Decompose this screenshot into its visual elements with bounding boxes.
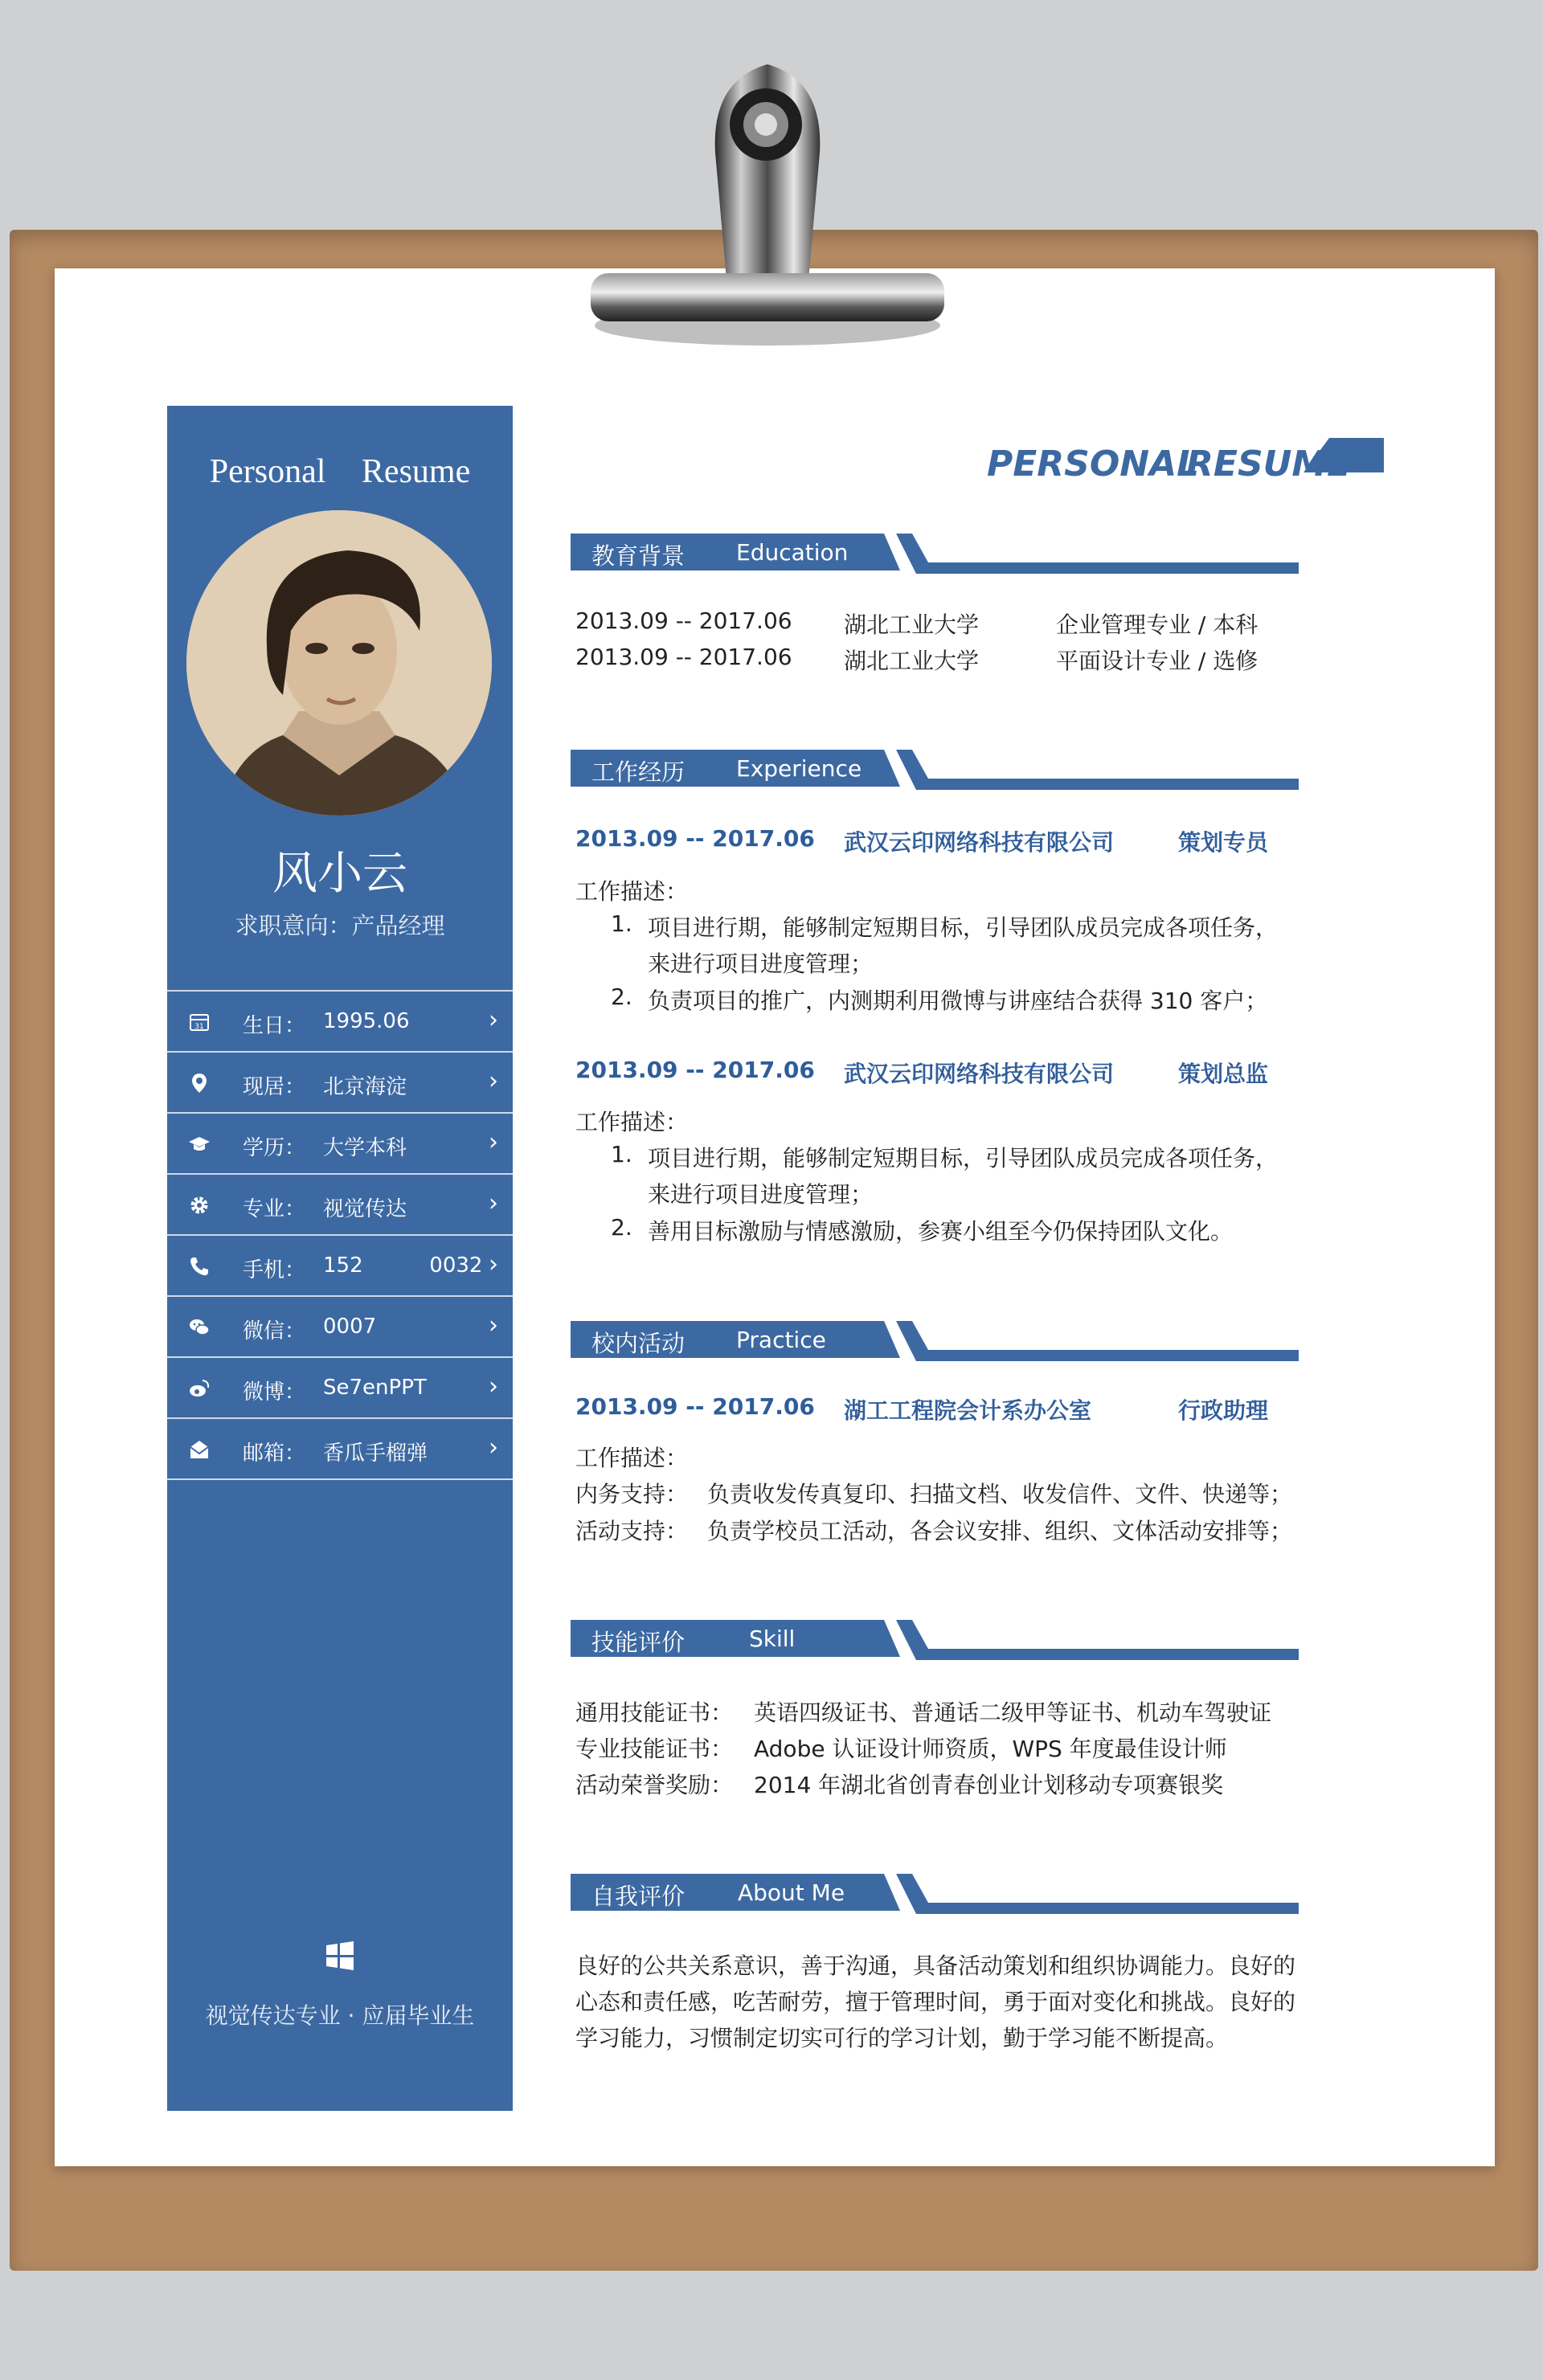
section-title-en: Education <box>736 539 849 566</box>
info-row-wechat[interactable] <box>167 1295 513 1356</box>
job-item-text: 负责项目的推广，内测期利用微博与讲座结合获得 310 客户； <box>648 988 1268 1014</box>
chevron-right-icon: › <box>489 1311 498 1339</box>
skill-label: 专业技能证书： <box>575 1736 734 1762</box>
job-role: 策划专员 <box>1178 829 1269 856</box>
section-header <box>571 1319 1299 1361</box>
info-row-birthday[interactable] <box>167 990 513 1051</box>
about-line: 学习能力，习惯制定切实可行的学习计划，勤于学习能不断提高。 <box>575 2025 1229 2051</box>
banner-text-resume: RESUME <box>1186 444 1352 485</box>
section-title-cn: 校内活动 <box>591 1330 686 1357</box>
edu-date: 2013.09 -- 2017.06 <box>575 644 792 670</box>
section-title-cn: 教育背景 <box>591 542 686 570</box>
section-header <box>571 748 1299 790</box>
graduation-cap-icon <box>188 1133 211 1155</box>
section-header <box>571 532 1299 574</box>
chevron-right-icon: › <box>489 1189 498 1217</box>
job-item-text: 项目进行期，能够制定短期目标，引导团队成员完成各项任务， <box>648 1145 1279 1172</box>
job-item-num: 2. <box>611 983 632 1010</box>
gear-icon <box>188 1194 211 1217</box>
info-row-major[interactable] <box>167 1173 513 1234</box>
info-value: 大学本科 <box>323 1136 407 1160</box>
info-label: 微信： <box>243 1319 306 1343</box>
info-row-education[interactable] <box>167 1112 513 1173</box>
job-date: 2013.09 -- 2017.06 <box>575 825 815 852</box>
info-value: 香瓜手榴弹 <box>323 1441 428 1466</box>
section-skill <box>571 1618 1299 1660</box>
mail-icon <box>188 1438 211 1461</box>
job-intent: 求职意向：产品经理 <box>235 912 445 939</box>
section-title-en: Experience <box>736 755 862 782</box>
job-item-text: 项目进行期，能够制定短期目标，引导团队成员完成各项任务， <box>648 914 1279 941</box>
job-item-text: 善用目标激励与情感激励，参赛小组至今仍保持团队文化。 <box>648 1218 1234 1245</box>
about-line: 良好的公共关系意识，善于沟通，具备活动策划和组织协调能力。良好的 <box>575 1953 1296 1979</box>
section-practice <box>571 1319 1299 1361</box>
skill-text: 2014 年湖北省创青春创业计划移动专项赛银奖 <box>754 1772 1224 1798</box>
sidebar <box>167 406 513 2111</box>
section-header <box>571 1872 1299 1914</box>
section-about <box>571 1872 1299 1914</box>
section-title-en: About Me <box>738 1879 845 1906</box>
job-role: 策划总监 <box>1178 1061 1269 1087</box>
wechat-icon <box>188 1316 211 1339</box>
practice-row-label: 内务支持： <box>575 1481 689 1507</box>
chevron-right-icon: › <box>489 1372 498 1401</box>
candidate-name: 风小云 <box>272 848 407 900</box>
info-label: 学历： <box>243 1136 306 1160</box>
info-label: 邮箱： <box>243 1441 306 1466</box>
job-desc-label: 工作描述： <box>575 878 689 905</box>
section-title-cn: 自我评价 <box>591 1883 686 1910</box>
info-value: 视觉传达 <box>323 1197 407 1221</box>
section-education <box>571 532 1299 574</box>
binder-clip-icon <box>575 48 952 354</box>
info-value: 152 0032 <box>323 1253 483 1278</box>
job-item-num: 1. <box>611 910 632 937</box>
info-value: Se7enPPT <box>323 1376 427 1400</box>
info-label: 专业： <box>243 1197 306 1221</box>
chevron-right-icon: › <box>489 1006 498 1034</box>
avatar <box>186 510 492 816</box>
practice-org: 湖工工程院会计系办公室 <box>844 1397 1092 1424</box>
chevron-right-icon: › <box>489 1250 498 1278</box>
section-title-en: Skill <box>749 1626 796 1652</box>
info-label: 生日： <box>243 1014 306 1038</box>
chevron-right-icon: › <box>489 1128 498 1156</box>
info-value: 北京海淀 <box>323 1075 407 1099</box>
info-value: 1995.06 <box>323 1009 410 1033</box>
info-label: 现居： <box>243 1075 306 1099</box>
skill-text: 英语四级证书、普通话二级甲等证书、机动车驾驶证 <box>754 1699 1272 1726</box>
edu-major: 平面设计专业 / 选修 <box>1056 648 1259 674</box>
edu-school: 湖北工业大学 <box>844 611 980 638</box>
info-value: 0007 <box>323 1315 377 1339</box>
section-title-en: Practice <box>736 1327 826 1353</box>
job-item-text: 来进行项目进度管理； <box>648 951 874 977</box>
edu-major: 企业管理专业 / 本科 <box>1056 611 1259 638</box>
skill-label: 通用技能证书： <box>575 1699 734 1726</box>
info-list <box>167 990 513 1480</box>
job-item-text: 来进行项目进度管理； <box>648 1181 874 1208</box>
section-title-cn: 工作经历 <box>591 759 686 786</box>
section-experience <box>571 748 1299 790</box>
info-label: 微博： <box>243 1380 306 1405</box>
sidebar-title: Personal Resume <box>209 453 471 490</box>
job-item-num: 1. <box>611 1141 632 1168</box>
info-row-email[interactable] <box>167 1417 513 1480</box>
banner-text-personal: PERSONAL <box>987 444 1200 485</box>
skill-text: Adobe 认证设计师资质，WPS 年度最佳设计师 <box>754 1736 1227 1762</box>
location-pin-icon <box>188 1072 211 1094</box>
info-row-residence[interactable] <box>167 1051 513 1112</box>
edu-date: 2013.09 -- 2017.06 <box>575 607 792 634</box>
info-row-phone[interactable] <box>167 1234 513 1295</box>
practice-row-text: 负责收发传真复印、扫描文档、收发信件、文件、快递等； <box>707 1481 1293 1507</box>
phone-icon <box>188 1255 211 1278</box>
section-header <box>571 1618 1299 1660</box>
job-item-num: 2. <box>611 1214 632 1241</box>
edu-school: 湖北工业大学 <box>844 648 980 674</box>
portrait-image <box>186 510 492 816</box>
chevron-right-icon: › <box>489 1067 498 1095</box>
calendar-icon <box>188 1011 211 1033</box>
practice-date: 2013.09 -- 2017.06 <box>575 1393 815 1420</box>
job-company: 武汉云印网络科技有限公司 <box>844 1061 1115 1087</box>
svg-text:31: 31 <box>194 1023 204 1031</box>
job-date: 2013.09 -- 2017.06 <box>575 1057 815 1083</box>
job-desc-label: 工作描述： <box>575 1109 689 1135</box>
job-company: 武汉云印网络科技有限公司 <box>844 829 1115 856</box>
info-row-weibo[interactable] <box>167 1356 513 1417</box>
personal-resume-banner <box>982 434 1384 490</box>
skill-label: 活动荣誉奖励： <box>575 1772 734 1798</box>
weibo-icon <box>188 1377 211 1400</box>
practice-row-text: 负责学校员工活动，各会议安排、组织、文体活动安排等； <box>707 1518 1293 1544</box>
chevron-right-icon: › <box>489 1433 498 1462</box>
about-line: 心态和责任感，吃苦耐劳，擅于管理时间，勇于面对变化和挑战。良好的 <box>575 1989 1296 2015</box>
section-title-cn: 技能评价 <box>591 1629 686 1656</box>
practice-row-label: 活动支持： <box>575 1518 689 1544</box>
windows-logo-icon <box>325 1940 355 1971</box>
practice-role: 行政助理 <box>1178 1397 1269 1424</box>
sidebar-footer: 视觉传达专业 · 应届毕业生 <box>205 2002 475 2029</box>
practice-desc-label: 工作描述： <box>575 1445 689 1471</box>
info-label: 手机： <box>243 1258 306 1282</box>
